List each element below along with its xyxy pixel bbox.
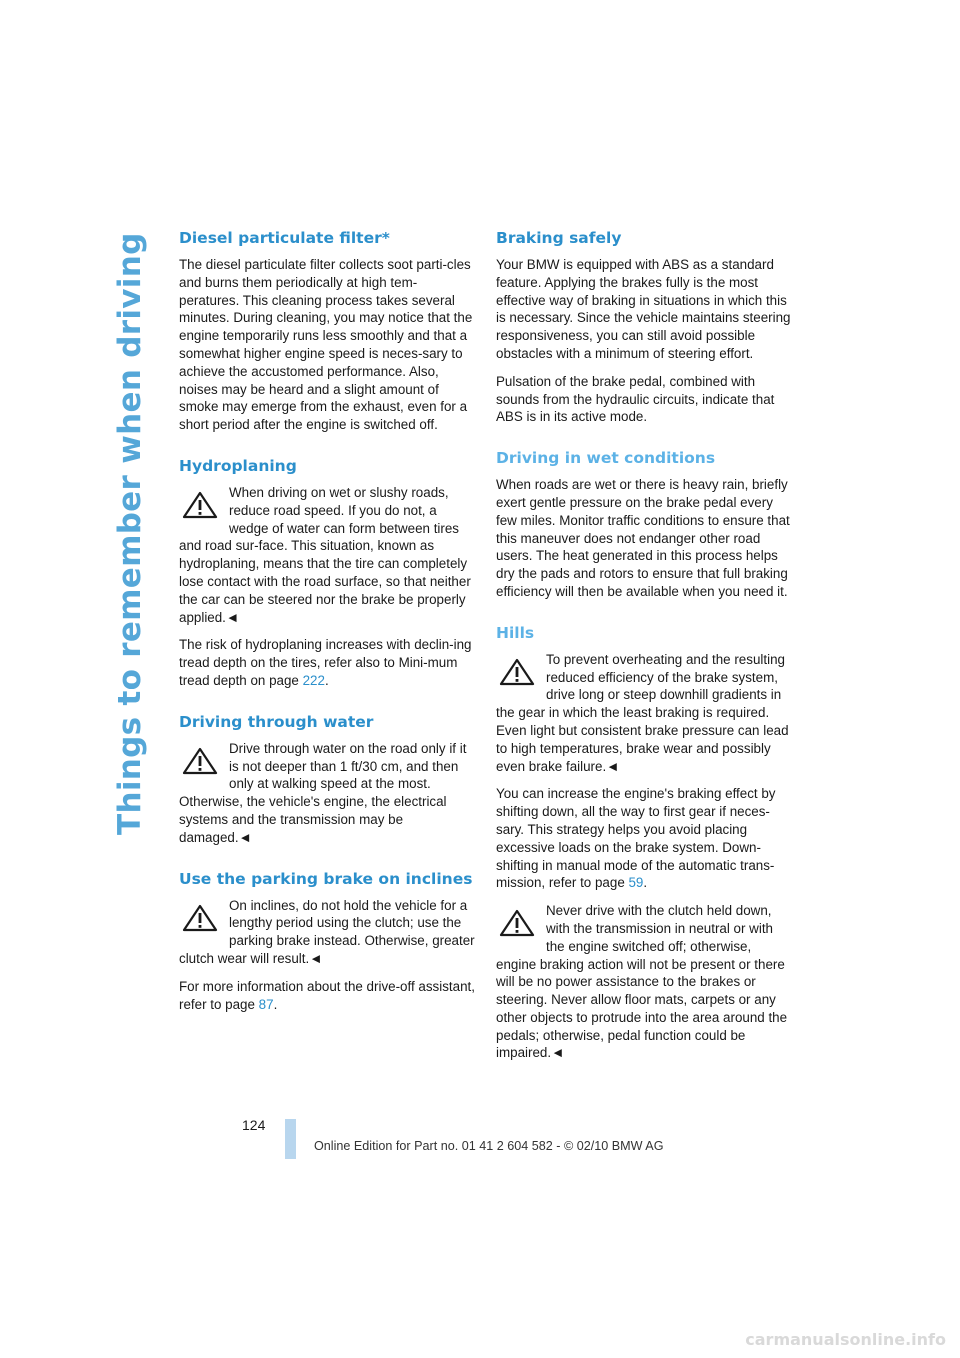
warning-triangle-icon: [179, 490, 221, 520]
section-wet-conditions: [496, 446, 793, 601]
section-driving-through-water: [179, 710, 476, 847]
section-hydroplaning: [179, 454, 476, 690]
paragraph-drive-off-assistant: For more information about the drive-off assistant, refer to page 87.: [179, 978, 475, 1012]
paragraph-wet-conditions: When roads are wet or there is heavy rain, briefly exert gentle pressure on the brake pedal every few miles. Monitor traffic conditions to ensure that this maneuver does not endanger other road users. The heat generated in this process helps dry the pads and rotors to ensure that full braking efficiency will then be available when you need it.: [496, 477, 790, 599]
footer-accent-bar: [285, 1119, 296, 1159]
page-link-87[interactable]: 87: [258, 996, 274, 1012]
warning-text: Never drive with the clutch held down, with the transmission in neutral or with the engine switched off; otherwise, engine braking action will not be present or there will be no power assistance to the brakes or steering. Never allow floor mats, carpets or any other objects to protrude into the area around the pedals; otherwise, pedal function could be impaired.◄: [496, 903, 788, 1061]
watermark: carmanualsonline.info: [745, 1330, 946, 1349]
warning-hills-overheating: [496, 651, 793, 776]
heading-wet-conditions: Driving in wet conditions: [496, 449, 716, 468]
warning-hydroplaning: [179, 484, 476, 626]
warning-text: When driving on wet or slushy roads, reduce road speed. If you do not, a wedge of water can form between tires and road sur-face. This situation, known as hydroplaning, means that the tire can completely lose contact with the road surface, so that neither the car can be steered nor the brake be properly applied.◄: [179, 484, 471, 625]
right-column: [496, 226, 793, 1072]
heading-driving-through-water: Driving through water: [179, 712, 374, 731]
heading-hills: Hills: [496, 623, 535, 642]
page-link-59[interactable]: 59: [628, 875, 644, 891]
warning-text: Drive through water on the road only if it is not deeper than 1 ft/30 cm, and then only at walking speed at the most. Otherwise, the vehicle's engine, the electrical systems and the transmission may be damaged.◄: [179, 740, 467, 845]
warning-clutch-held-down: [496, 902, 793, 1062]
page-number: 124: [242, 1117, 266, 1133]
warning-triangle-icon: [179, 746, 221, 776]
footer-edition-text: Online Edition for Part no. 01 41 2 604 582 - © 02/10 BMW AG: [314, 1139, 664, 1153]
warning-text: To prevent overheating and the resulting reduced efficiency of the brake system, drive long or steep downhill gradients in the gear in which the least braking is required. Even light but consistent brake pressure can lead to high temperatures, brake wear and possibly even brake failure.◄: [496, 651, 789, 774]
left-column: [179, 226, 476, 1023]
warning-parking-brake: [179, 897, 476, 968]
heading-braking-safely: Braking safely: [496, 229, 622, 247]
paragraph-abs: Your BMW is equipped with ABS as a standard feature. Applying the brakes fully is the most effective way of braking in situations in which this is necessary. Since the vehicle maintains steering responsiveness, you can still avoid possible obstacles with a minimum of steering effort.: [496, 257, 791, 361]
paragraph-engine-braking: You can increase the engine's braking effect by shifting down, all the way to first gear if neces-sary. This strategy helps you avoid placing excessive loads on the brake system. Down-shifting in manual mode of the automatic trans-mission, refer to page 59.: [496, 786, 776, 891]
page-link-222[interactable]: 222: [302, 672, 325, 688]
paragraph-pulsation: Pulsation of the brake pedal, combined with sounds from the hydraulic circuits, indicate that ABS is in its active mode.: [496, 373, 775, 425]
section-diesel-particulate-filter: [179, 226, 476, 434]
section-hills: [496, 621, 793, 1063]
warning-triangle-icon: [179, 903, 221, 933]
warning-text: On inclines, do not hold the vehicle for a lengthy period using the clutch; use the parking brake instead. Otherwise, greater clutch wear will result.◄: [179, 897, 475, 966]
heading-parking-brake-inclines: Use the parking brake on inclines: [179, 869, 473, 888]
paragraph-dpf: The diesel particulate filter collects soot parti-cles and burns them periodically at high tem-peratures. This cleaning process takes several minutes. During cleaning, you may notice that the engine temporarily runs less smoothly and that a somewhat higher engine speed is neces-sary to achieve the accustomed performance. Also, noises may be heard and a slight amount of smoke may emerge from the exhaust, even for a short period after the engine is switched off.: [179, 257, 473, 433]
section-braking-safely: [496, 226, 793, 426]
heading-diesel-particulate-filter: Diesel particulate filter*: [179, 229, 390, 247]
heading-hydroplaning: Hydroplaning: [179, 456, 297, 475]
section-parking-brake-inclines: [179, 867, 476, 1014]
warning-water: [179, 740, 476, 847]
chapter-side-title: Things to remember when driving: [112, 232, 148, 835]
warning-triangle-icon: [496, 657, 538, 687]
warning-triangle-icon: [496, 908, 538, 938]
paragraph-hydroplaning: The risk of hydroplaning increases with declin-ing tread depth on the tires, refer also to Mini-mum tread depth on page 222.: [179, 637, 472, 688]
